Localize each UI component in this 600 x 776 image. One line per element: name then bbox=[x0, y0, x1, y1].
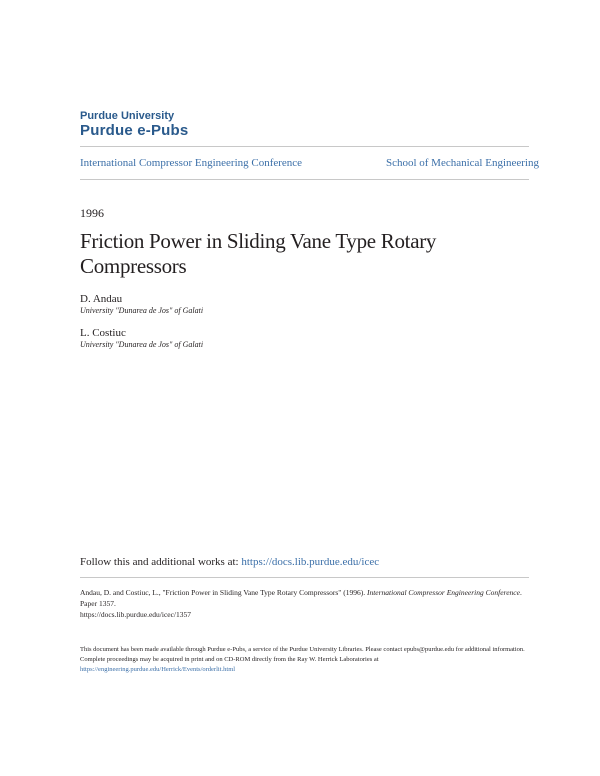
citation-block bbox=[80, 587, 530, 620]
paper-title: Friction Power in Sliding Vane Type Rotary Compressors bbox=[80, 229, 437, 278]
availability-notice: This document has been made available through Purdue e-Pubs, a service of the Purdue University Libraries. Please contact epubs@purdue.edu for additional information. bbox=[80, 646, 525, 653]
follow-text: Follow this and additional works at: bbox=[80, 556, 239, 568]
citation-journal: International Compressor Engineering Conference bbox=[366, 588, 520, 597]
herrick-link[interactable]: https://engineering.purdue.edu/Herrick/Events/orderlit.html bbox=[80, 666, 236, 673]
notice-block bbox=[80, 645, 530, 675]
repository-name[interactable]: Purdue e-Pubs bbox=[80, 122, 189, 139]
citation-text: Andau, D. and Costiuc, L., "Friction Power in Sliding Vane Type Rotary Compressors" (1996). bbox=[80, 588, 366, 597]
citation-paper-number: . Paper 1357. bbox=[80, 588, 522, 608]
collection-link[interactable]: https://docs.lib.purdue.edu/icec bbox=[241, 556, 380, 568]
follow-line bbox=[80, 556, 379, 568]
author-name: L. Costiuc bbox=[80, 327, 126, 339]
nav-divider bbox=[80, 179, 529, 180]
citation-url[interactable]: https://docs.lib.purdue.edu/icec/1357 bbox=[80, 610, 192, 619]
publication-year: 1996 bbox=[80, 206, 104, 220]
author-name: D. Andau bbox=[80, 293, 123, 305]
top-divider bbox=[80, 146, 529, 147]
author-affiliation: University "Dunarea de Jos" of Galati bbox=[80, 340, 204, 349]
school-link[interactable]: School of Mechanical Engineering bbox=[385, 157, 539, 169]
author-affiliation: University "Dunarea de Jos" of Galati bbox=[80, 306, 204, 315]
proceedings-text: Complete proceedings may be acquired in print and on CD-ROM directly from the Ray W. Herrick Laboratories at bbox=[80, 656, 379, 663]
institution-name: Purdue University bbox=[80, 110, 175, 122]
conference-link[interactable]: International Compressor Engineering Conference bbox=[80, 157, 303, 169]
proceedings-notice bbox=[80, 655, 530, 675]
citation-divider bbox=[80, 577, 529, 578]
